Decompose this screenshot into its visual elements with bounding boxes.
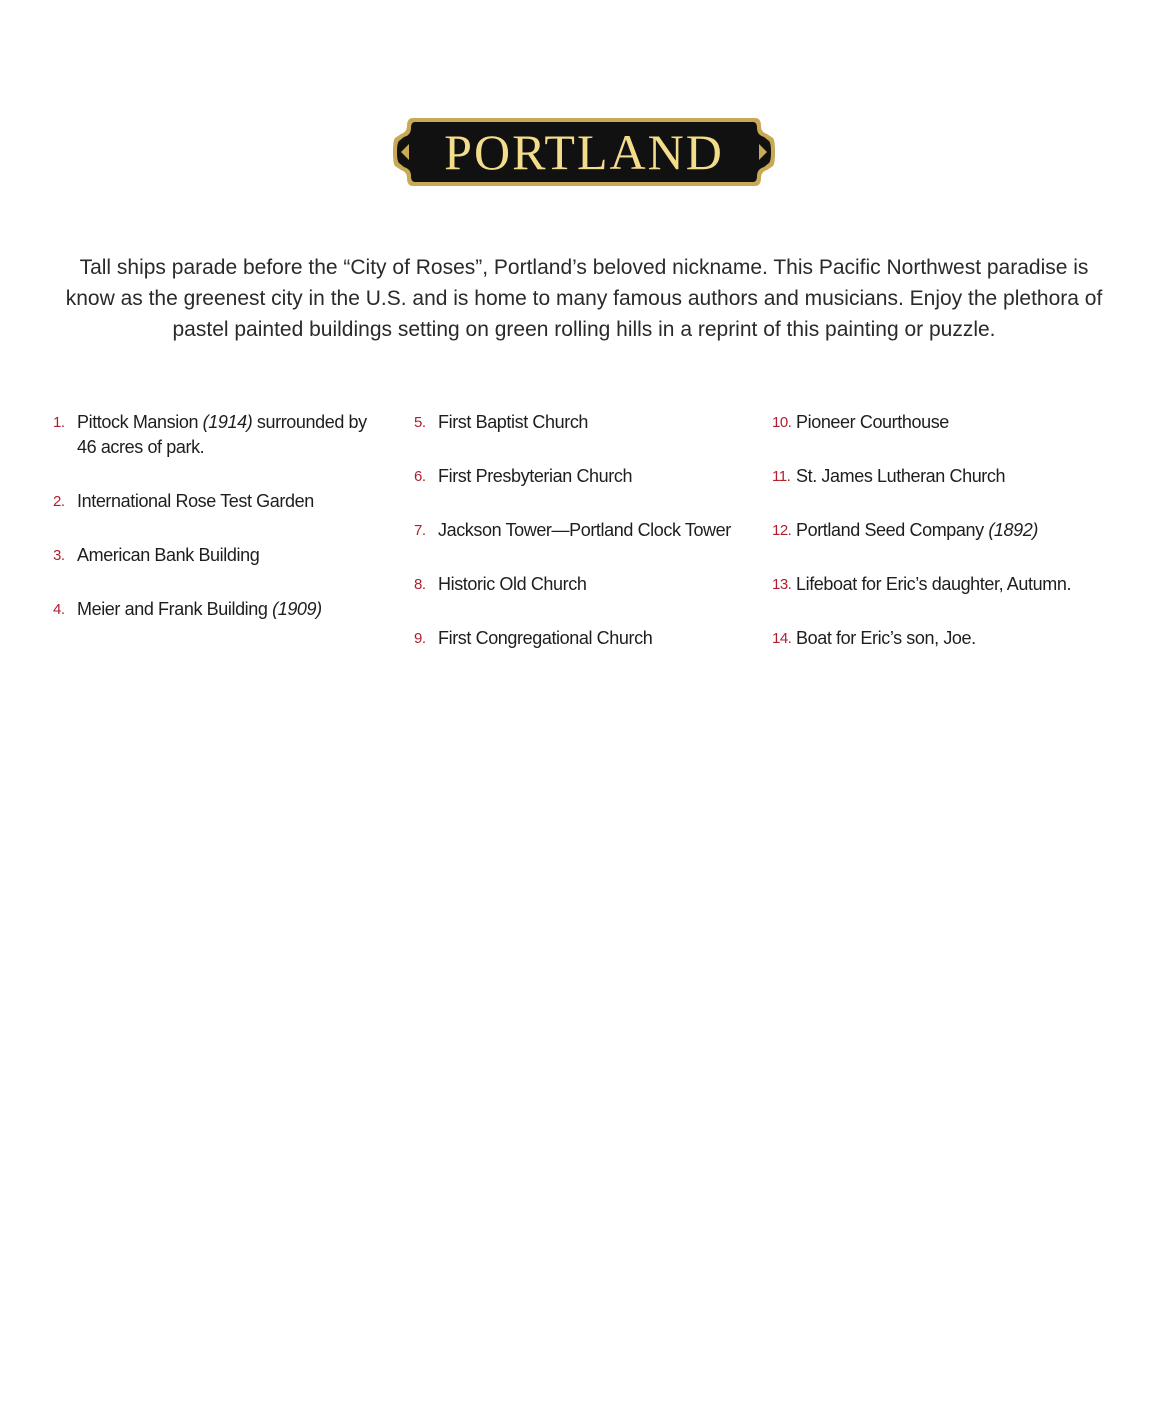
legend-text: [796, 518, 1038, 543]
legend-label: Portland Seed Company: [796, 520, 989, 540]
legend-number: 14.: [772, 630, 792, 647]
legend-text: First Congregational Church: [438, 628, 653, 648]
legend-column-3: [772, 410, 1142, 680]
legend-text: American Bank Building: [77, 545, 260, 565]
legend-item-6: [414, 464, 744, 489]
legend-text: First Presbyterian Church: [438, 466, 633, 486]
legend-item-12: [772, 518, 1142, 543]
legend-number: 6.: [414, 468, 426, 485]
legend-number: 2.: [53, 493, 65, 510]
legend-number: 13.: [772, 576, 792, 593]
legend-text: Historic Old Church: [438, 574, 587, 594]
legend-text: First Baptist Church: [438, 412, 589, 432]
legend-number: 12.: [772, 522, 792, 539]
legend-column-1: [53, 410, 373, 651]
legend-number: 1.: [53, 414, 65, 431]
legend-item-10: [772, 410, 1142, 435]
legend-date: (1914): [202, 412, 253, 432]
title-plate: [393, 116, 775, 188]
legend-item-2: [53, 489, 373, 514]
legend-column-2: [414, 410, 744, 680]
legend-text: Boat for Eric’s son, Joe.: [796, 628, 976, 648]
legend-item-11: [772, 464, 1142, 489]
legend-text: Jackson Tower—Portland Clock Tower: [438, 520, 731, 540]
legend-number: 8.: [414, 576, 426, 593]
legend-item-3: [53, 543, 373, 568]
legend-text: [77, 410, 373, 460]
legend-number: 7.: [414, 522, 426, 539]
legend-item-13: [772, 572, 1142, 597]
legend-number: 11.: [772, 468, 791, 485]
legend-item-1: [53, 410, 373, 460]
legend-date: (1892): [988, 520, 1038, 540]
legend-item-14: [772, 626, 1142, 651]
legend-item-8: [414, 572, 744, 597]
legend-text: International Rose Test Garden: [77, 491, 314, 511]
legend-item-9: [414, 626, 744, 651]
intro-paragraph: Tall ships parade before the “City of Roses”, Portland’s beloved nickname. This Pacific Northwest paradise is know as the greenest city in the U.S. and is home to many famous authors and musicians. Enjoy the plethora of pastel painted buildings setting on green rolling hills in a reprint of this painting or puzzle.: [65, 256, 1103, 341]
legend-text: [77, 597, 322, 622]
legend-number: 9.: [414, 630, 426, 647]
legend-text: Pioneer Courthouse: [796, 412, 949, 432]
legend-item-5: [414, 410, 744, 435]
legend-label-tail: surrounded by 46 acres of park.: [77, 412, 367, 457]
legend-text: Lifeboat for Eric’s daughter, Autumn.: [796, 574, 1072, 594]
legend-number: 10.: [772, 414, 792, 431]
legend-number: 4.: [53, 601, 65, 618]
legend-item-4: [53, 597, 373, 622]
legend-date: (1909): [272, 599, 322, 619]
legend-text: St. James Lutheran Church: [796, 466, 1006, 486]
legend-label: Pittock Mansion: [77, 412, 203, 432]
legend-number: 5.: [414, 414, 426, 431]
legend-number: 3.: [53, 547, 65, 564]
legend-item-7: [414, 518, 744, 543]
page-title: PORTLAND: [444, 124, 724, 180]
legend-label: Meier and Frank Building: [77, 599, 273, 619]
